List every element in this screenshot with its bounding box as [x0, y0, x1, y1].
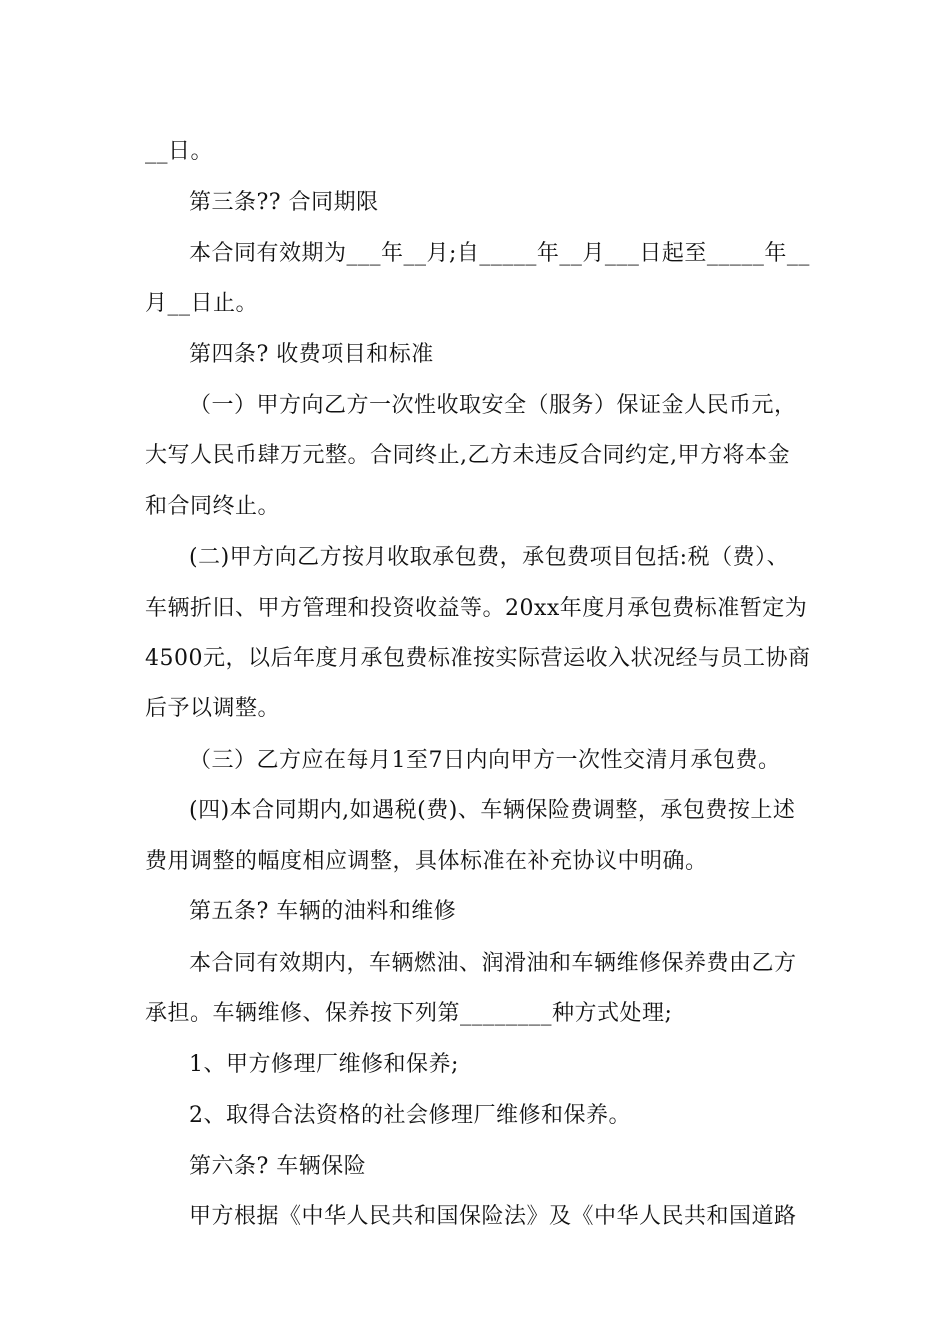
text-line-14: (四)本合同期内,如遇税(费)、车辆保险费调整，承包费按上述	[189, 798, 796, 823]
text-line-20: 2、取得合法资格的社会修理厂维修和保养。	[189, 1103, 631, 1128]
text-line-18: 承担。车辆维修、保养按下列第________种方式处理;	[145, 1001, 673, 1026]
text-line-22: 甲方根据《中华人民共和国保险法》及《中华人民共和国道路	[189, 1204, 797, 1229]
article-5-heading: 第五条? 车辆的油料和维修	[189, 899, 457, 924]
text-line-3: 本合同有效期为___年__月;自_____年__月___日起至_____年__	[189, 241, 810, 266]
article-3-heading: 第三条?? 合同期限	[189, 190, 379, 215]
text-line-17: 本合同有效期内，车辆燃油、润滑油和车辆维修保养费由乙方	[189, 951, 797, 976]
article-4-heading: 第四条? 收费项目和标准	[189, 342, 434, 367]
text-line-10: 车辆折旧、甲方管理和投资收益等。20xx年度月承包费标准暂定为	[145, 596, 808, 621]
text-line-13: （三）乙方应在每月1至7日内向甲方一次性交清月承包费。	[189, 748, 781, 773]
text-line-15: 费用调整的幅度相应调整，具体标准在补充协议中明确。	[145, 849, 708, 874]
text-line-9: (二)甲方向乙方按月收取承包费，承包费项目包括:税（费）、	[189, 545, 790, 570]
text-line-8: 和合同终止。	[145, 494, 281, 519]
text-line-12: 后予以调整。	[145, 696, 281, 721]
text-line-11: 4500元，以后年度月承包费标准按实际营运收入状况经与员工协商	[145, 646, 811, 671]
text-line-6: （一）甲方向乙方一次性收取安全（服务）保证金人民币元，	[189, 393, 797, 418]
text-line-1: __日。	[145, 139, 214, 164]
text-line-19: 1、甲方修理厂维修和保养;	[189, 1052, 459, 1077]
text-line-7: 大写人民币肆万元整。合同终止,乙方未违反合同约定,甲方将本金	[145, 443, 790, 468]
text-line-4: 月__日止。	[145, 291, 259, 316]
article-6-heading: 第六条? 车辆保险	[189, 1154, 367, 1179]
